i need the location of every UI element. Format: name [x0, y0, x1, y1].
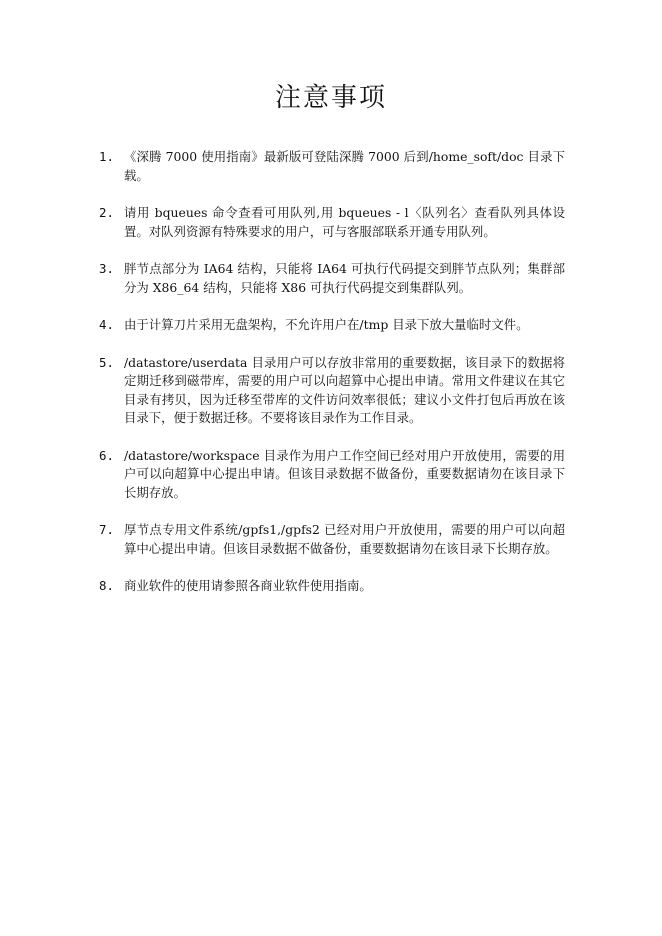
item-text: /datastore/workspace 目录作为用户工作空间已经对用户开放使用，需要的用户可以向超算中心提出申请。但该目录数据不做备份，重要数据请勿在该目录下长期存放。 [124, 447, 565, 500]
list-item [99, 204, 565, 241]
item-number: 2. [99, 205, 114, 220]
page-title: 注意事项 [274, 83, 387, 113]
item-number: 3. [99, 261, 114, 276]
list-item [99, 354, 565, 428]
notes-list [99, 148, 565, 615]
list-item [99, 521, 565, 558]
item-text: 商业软件的使用请参照各商业软件使用指南。 [124, 578, 372, 593]
item-number: 6. [99, 447, 114, 463]
item-text: 厚节点专用文件系统/gpfs1,/gpfs2 已经对用户开放使用，需要的用户可以向超算中心提出申请。但该目录数据不做备份，重要数据请勿在该目录下长期存放。 [124, 522, 565, 556]
item-text: 《深腾 7000 使用指南》最新版可登陆深腾 7000 后到/home_soft/doc 目录下载。 [124, 149, 565, 183]
item-text: 由于计算刀片采用无盘架构，不允许用户在/tmp 目录下放大量临时文件。 [124, 317, 529, 332]
item-text: 胖节点部分为 IA64 结构，只能将 IA64 可执行代码提交到胖节点队列；集群部分为 X86_64 结构，只能将 X86 可执行代码提交到集群队列。 [124, 261, 565, 295]
list-item [99, 577, 565, 596]
list-item [99, 447, 565, 503]
list-item [99, 316, 565, 335]
list-item [99, 148, 565, 185]
item-number: 5. [99, 354, 114, 370]
list-item [99, 260, 565, 297]
item-number: 8. [99, 578, 114, 593]
item-text: 请用 bqueues 命令查看可用队列,用 bqueues - l〈队列名〉查看队列具体设置。对队列资源有特殊要求的用户，可与客服部联系开通专用队列。 [124, 205, 565, 239]
item-number: 4. [99, 317, 114, 332]
item-number: 7. [99, 522, 114, 537]
item-number: 1. [99, 149, 114, 164]
item-text: /datastore/userdata 目录用户可以存放非常用的重要数据，该目录下的数据将定期迁移到磁带库，需要的用户可以向超算中心提出申请。常用文件建议在其它目录有拷贝，因为迁移至带库的文件访问效率很低；建议小文件打包后再放在该目录下，便于数据迁移。不要将该目录作为工作目录。 [124, 354, 565, 425]
